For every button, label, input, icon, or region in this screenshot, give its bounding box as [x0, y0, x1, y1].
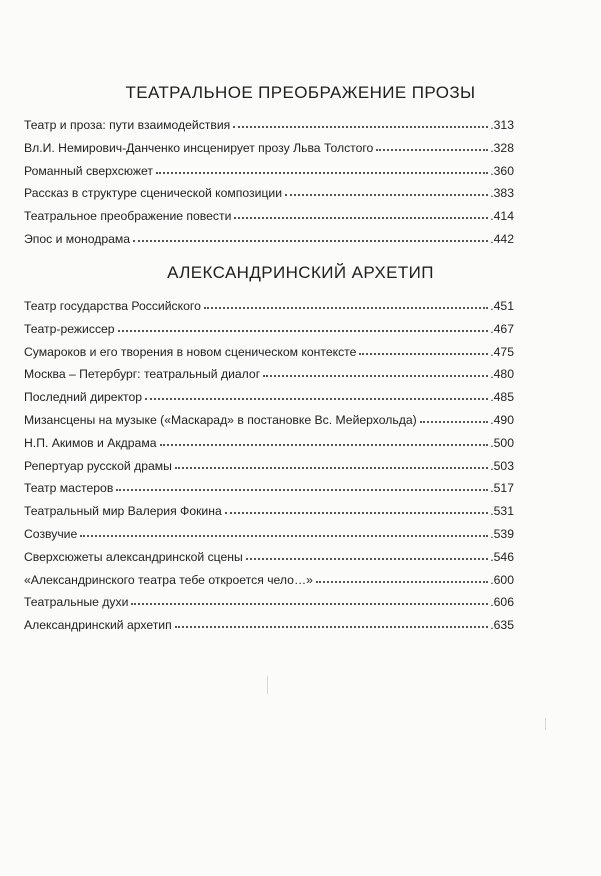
leader-dots [285, 193, 488, 196]
toc-entry-page: .383 [490, 186, 514, 201]
toc-entry [24, 341, 514, 364]
toc-entry [24, 432, 514, 455]
leader-dots [376, 148, 488, 151]
leader-dots [233, 125, 488, 128]
scan-artifact [545, 718, 546, 730]
toc-entry-page: .451 [490, 299, 514, 313]
leader-dots [175, 466, 488, 469]
toc-entry-page: .414 [490, 209, 514, 224]
toc-entry-page: .442 [490, 231, 514, 246]
toc-entry-page: .503 [490, 458, 514, 473]
toc-list-section-2 [24, 295, 514, 637]
leader-dots [160, 443, 489, 446]
toc-entry [24, 160, 514, 183]
toc-entry-title: Репертуар русской драмы [24, 458, 172, 473]
toc-entry [24, 114, 514, 137]
toc-entry [24, 409, 514, 432]
toc-entry-title: Сверхсюжеты александринской сцены [24, 549, 243, 564]
toc-entry-page: .475 [490, 344, 514, 359]
toc-entry-title: Созвучие [24, 526, 78, 541]
toc-entry [24, 386, 514, 409]
leader-dots [175, 625, 489, 628]
toc-entry-page: .480 [490, 367, 514, 382]
toc-entry-page: .635 [490, 618, 514, 633]
leader-dots [263, 374, 488, 377]
toc-entry [24, 363, 514, 386]
leader-dots [156, 171, 488, 174]
leader-dots [116, 488, 488, 491]
toc-entry-title: Театр государства Российского [24, 299, 201, 313]
leader-dots [234, 216, 488, 219]
toc-entry-title: Эпос и монодрама [24, 231, 131, 246]
leader-dots [359, 352, 488, 355]
toc-entry-title: Александринский архетип [24, 618, 172, 633]
leader-dots [118, 329, 489, 332]
toc-entry-page: .600 [490, 572, 514, 587]
toc-entry-title: Москва – Петербург: театральный диалог [24, 367, 261, 382]
toc-entry-title: Рассказ в структуре сценической композиции [24, 186, 283, 201]
toc-entry [24, 523, 514, 546]
toc-entry-page: .606 [490, 595, 514, 610]
toc-entry-page: .490 [490, 412, 514, 427]
toc-entry [24, 205, 514, 228]
toc-entry-page: .539 [490, 526, 514, 541]
toc-entry [24, 546, 514, 569]
leader-dots [316, 580, 488, 583]
scan-artifact [267, 676, 268, 694]
toc-entry-title: Театральные духи [24, 595, 129, 610]
leader-dots [80, 534, 488, 537]
toc-entry-page: .360 [490, 163, 514, 178]
leader-dots [420, 420, 489, 423]
toc-entry-page: .531 [490, 504, 514, 519]
toc-entry [24, 182, 514, 205]
toc-entry-page: .517 [490, 481, 514, 496]
toc-entry-title: Романный сверхсюжет [24, 163, 153, 178]
toc-entry [24, 228, 514, 251]
toc-entry-page: .313 [490, 118, 514, 132]
toc-entry-page: .485 [490, 390, 514, 405]
leader-dots [246, 557, 488, 560]
toc-entry [24, 477, 514, 500]
toc-entry-page: .467 [490, 321, 514, 336]
toc-entry-title: Театр мастеров [24, 481, 114, 496]
toc-entry-title: Мизансцены на музыке («Маскарад» в постановке Вс. Мейерхольда) [24, 412, 417, 427]
leader-dots [145, 397, 488, 400]
toc-entry-title: «Александринского театра тебе откроется чело…» [24, 572, 313, 587]
toc-entry-title: Н.П. Акимов и Акдрама [24, 435, 157, 450]
toc-entry-page: .546 [490, 549, 514, 564]
section-heading-alexandrinsky-archetype: АЛЕКСАНДРИНСКИЙ АРХЕТИП [167, 263, 434, 282]
leader-dots [133, 239, 488, 242]
toc-entry-title: Вл.И. Немирович-Данченко инсценирует прозу Льва Толстого [24, 140, 374, 155]
toc-entry-page: .500 [490, 435, 514, 450]
section-heading-theatrical-transformation: ТЕАТРАЛЬНОЕ ПРЕОБРАЖЕНИЕ ПРОЗЫ [125, 83, 476, 102]
toc-entry [24, 591, 514, 614]
toc-entry-title: Театр-режиссер [24, 321, 115, 336]
toc-entry-title: Театр и проза: пути взаимодействия [24, 118, 231, 132]
toc-entry-title: Последний директор [24, 390, 143, 405]
toc-entry [24, 295, 514, 318]
toc-list-section-1 [24, 114, 514, 251]
toc-entry [24, 318, 514, 341]
leader-dots [204, 306, 488, 309]
toc-entry-title: Сумароков и его творения в новом сценическом контексте [24, 344, 357, 359]
toc-entry-title: Театральное преображение повести [24, 209, 232, 224]
leader-dots [131, 602, 488, 605]
toc-entry-page: .328 [490, 140, 514, 155]
toc-entry [24, 455, 514, 478]
toc-entry [24, 569, 514, 592]
toc-entry [24, 137, 514, 160]
toc-entry [24, 614, 514, 637]
toc-entry-title: Театральный мир Валерия Фокина [24, 504, 222, 519]
toc-entry [24, 500, 514, 523]
leader-dots [225, 511, 489, 514]
